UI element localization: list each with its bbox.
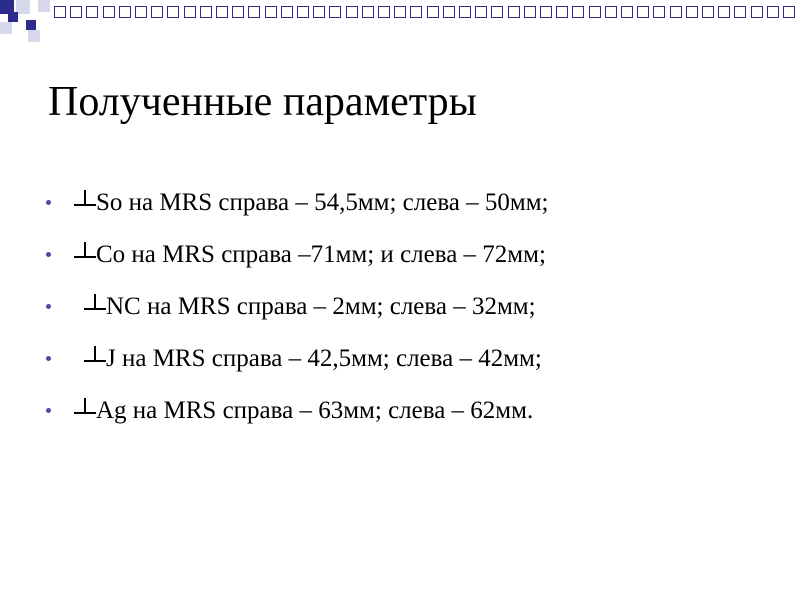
bullet-dot-icon — [46, 200, 51, 205]
deco-square — [26, 20, 36, 30]
deco-square — [718, 6, 730, 18]
deco-square — [702, 6, 714, 18]
deco-square — [394, 6, 406, 18]
deco-square — [248, 6, 260, 18]
list-item-text: NC на MRS справа – 2мм; слева – 32мм; — [106, 293, 536, 320]
deco-square — [167, 6, 179, 18]
deco-square — [8, 12, 18, 22]
deco-square — [38, 0, 50, 12]
perpendicular-icon — [74, 242, 96, 258]
deco-square — [751, 6, 763, 18]
deco-square — [232, 6, 244, 18]
deco-square — [556, 6, 568, 18]
deco-square — [686, 6, 698, 18]
bullet-dot-icon — [46, 356, 51, 361]
deco-square — [119, 6, 131, 18]
deco-square — [653, 6, 665, 18]
deco-square — [103, 6, 115, 18]
list-item-text: Ag на MRS справа – 63мм; слева – 62мм. — [96, 397, 534, 424]
perpendicular-icon — [84, 294, 106, 310]
deco-square — [572, 6, 584, 18]
deco-square — [734, 6, 746, 18]
deco-square — [508, 6, 520, 18]
perpendicular-icon — [74, 190, 96, 206]
deco-square — [28, 30, 40, 42]
perpendicular-icon — [74, 398, 96, 414]
deco-square — [54, 6, 66, 18]
deco-square — [0, 22, 12, 34]
deco-square — [362, 6, 374, 18]
decorative-squares-strip — [0, 0, 800, 45]
perpendicular-icon — [84, 346, 106, 362]
deco-square — [378, 6, 390, 18]
bullet-dot-icon — [46, 252, 51, 257]
deco-square — [86, 6, 98, 18]
deco-square — [70, 6, 82, 18]
deco-square — [443, 6, 455, 18]
deco-square — [475, 6, 487, 18]
bullet-dot-icon — [46, 304, 51, 309]
deco-square — [410, 6, 422, 18]
deco-square — [589, 6, 601, 18]
deco-square — [427, 6, 439, 18]
deco-square — [346, 6, 358, 18]
deco-square — [265, 6, 277, 18]
deco-square — [184, 6, 196, 18]
deco-square — [329, 6, 341, 18]
deco-square — [621, 6, 633, 18]
list-item-text: J на MRS справа – 42,5мм; слева – 42мм; — [106, 345, 542, 372]
list-item-text: So на MRS справа – 54,5мм; слева – 50мм; — [96, 189, 549, 216]
deco-square — [216, 6, 228, 18]
deco-square — [281, 6, 293, 18]
deco-square — [297, 6, 309, 18]
deco-square — [540, 6, 552, 18]
list-item-text: Co на MRS справа –71мм; и слева – 72мм; — [96, 241, 546, 268]
deco-square — [200, 6, 212, 18]
deco-square — [767, 6, 779, 18]
deco-square — [135, 6, 147, 18]
deco-square — [491, 6, 503, 18]
deco-square — [151, 6, 163, 18]
deco-square — [637, 6, 649, 18]
deco-square — [605, 6, 617, 18]
deco-square — [783, 6, 795, 18]
deco-square — [16, 0, 30, 14]
deco-square — [670, 6, 682, 18]
deco-square — [459, 6, 471, 18]
deco-square — [313, 6, 325, 18]
deco-square — [524, 6, 536, 18]
page-title: Полученные параметры — [48, 79, 477, 125]
bullet-dot-icon — [46, 408, 51, 413]
